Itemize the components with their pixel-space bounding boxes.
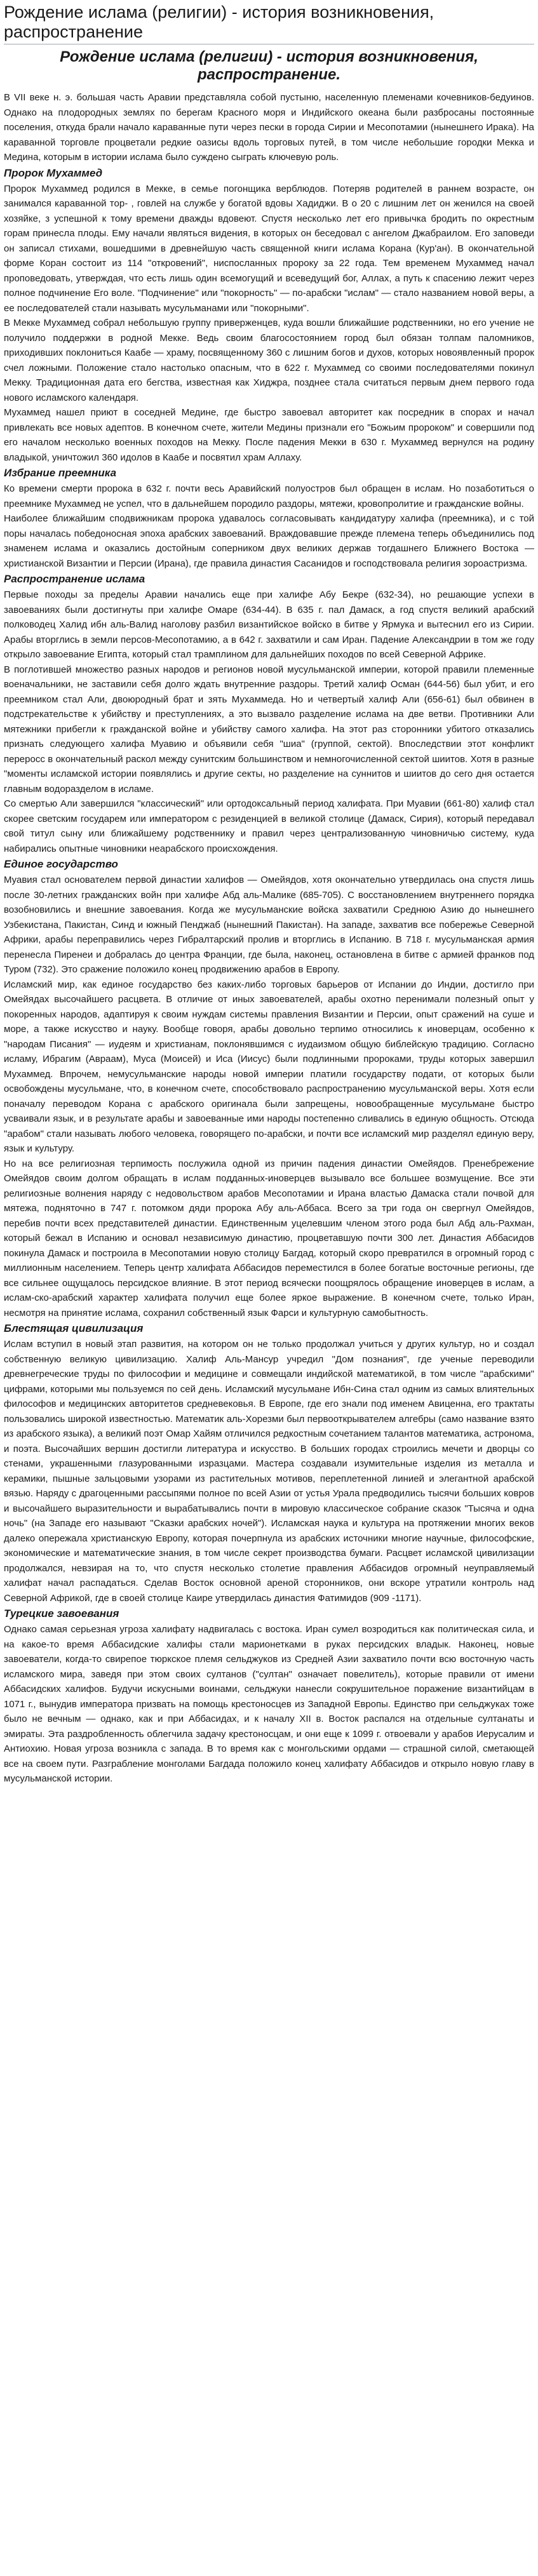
paragraph: Исламский мир, как единое государство без каких-либо торговых барьеров от Испании до Индии, достигло при Омейядах высочайшего расцвета. В отличие от иных завоевателей, арабы охотно перенимали полезный опыт у покоренных народов, адаптируя к своим нуждам системы правления Византии и Персии, опыт сражений на суше и море, а также искусство и науку. Вообще говоря, арабы довольно терпимо относились к иноверцам, особенно к "народам Писания" — иудеям и христианам, поклонявшимся с иудаизмом общую библейскую традицию. Согласно исламу, Ибрагим (Авраам), Муса (Моисей) и Иса (Иисус) были подлинными пророками, труды которых завершил Мухаммед. Впрочем, немусульманские народы новой империи платили государству подати, от которых были освобождены мусульмане, что, в конечном счете, способствовало распространению мусульманской веры. Хотя если поначалу переводом Корана с арабского оригинала были запрещены, новообращенные мусульмане быстро усваивали язык, и в результате арабы и завоеванные ими народы постепенно сливались в единую общность. Отсюда "арабом" стали называть любого человека, говорящего по-арабски, и почти все исламский мир разделял единую веру, язык и культуру. xyxy=(4,979,534,1154)
paragraph: В поглотившей множество разных народов и регионов новой мусульманской империи, которой правили племенные военачальники, не заставили себя долго ждать внутренние раздоры. Третий халиф Осман (644-56) был убит, и его преемником стал Али, двоюродный брат и зять Мухаммеда. Но и четвертый халиф Али (656-61) был обвинен в подстрекательстве к убийству и преступлениях, а это вызвало разделение ислама на две ветви. Противники Али мятежники прибегли к гражданской войне и убийству самого халифа. На этот раз сторонники убитого отказались признать следующего халифа Муавию и объявили себя "шиа" (группой, сектой). Впоследствии этот конфликт переросс в окончательный раскол между сунитским большинством и немногочисленной сектой шиитов. Хотя в разные "моменты исламской истории появлялись и другие секты, но разделение на суннитов и шиитов до сего дня остается главным водоразделом в исламе. xyxy=(4,664,534,795)
paragraph: Но на все религиозная терпимость послужила одной из причин падения династии Омейядов. Пренебрежение Омейядов своим долгом обращать в ислам подданных-иноверцев вызывало все большее возмущение. Все эти религиозные волнения наряду с недовольством арабов Месопотамии и Ирана властью Дамаска стали почвой для мятежа, подняточно в 747 г. потомком дяди пророка Абу аль-Аббаса. Всего за три года он свергнул Омейядов, перебив почти всех представителей династии. Единственным уцелевшим членом этого рода был Абд аль-Рахман, который бежал в Испанию и основал независимую династию, процветавшую почти 300 лет. Династия Аббасидов покинула Дамаск и построила в Месопотамии новую столицу Багдад, который скоро превратился в огромный город с миллионным населением. Теперь центр халифата Аббасидов переместился в более богатые восточные регионы, где все сильнее ощущалось персидское влияние. В этот период всячески поощрялось обращение иноверцев в ислам, а ислам-ско-арабский характер халифата получил еще более яркое выражение. В конечном счете, только Иран, несмотря на принятие ислама, сохранил собственный язык Фарси и культурную самобытность. xyxy=(4,1158,534,1318)
paragraph: Ислам вступил в новый этап развития, на котором он не только продолжал учиться у других культур, но и создал собственную великую цивилизацию. Халиф Аль-Мансур учредил "Дом познания", где ученые переводили древнегреческие труды по философии и медицине и совмещали индийской математикой, в том числе "арабскими" цифрами, которыми мы пользуемся по сей день. Исламский мусульмане Ибн-Сина стал одним из самых влиятельных философов и медицинских авторитетов средневековья. В Европе, где его знали под именем Авиценна, его трактаты пользовались широкой известностью. Математик аль-Хорезми был первооткрывателем алгебры (само название взято из арабского языка), а великий поэт Омар Хайям отличился редкостным сочетанием талантов математика, астронома, и поэта. Высочайших вершин достигли литература и искусство. В больших городах строились мечети и дворцы со стенами, украшенными глазурованными изразцами. Мастера создавали изумительные изделия из металла и керамики, пышные зальцовыми узорами из растительных мотивов, переплетенной линией и элегантной арабской вязью. Наряду с драгоценными рассыпями полное по всей Азии от устья Урала предводились тысячи больших ковров и высочайшего выразительности и вырабатывались почти в мировую классическое собрание сказок "Тысяча и одна ночь" (на Западе его называют "Сказки арабских ночей"). Исламская наука и культура на протяжении многих веков далеко опережала христианскую Европу, которая почерпнула из арабских источники многие научные, философские, экономические и математические знания, в том числе секрет производства бумаги. Расцвет исламской цивилизации продолжался, невзирая на то, что спустя несколько столетие правления Аббасидов огромный неуправляемый халифат начал распадаться. Сделав Восток основной ареной сторонников, они вскоре утратили контроль над Северной Африкой, где в своей столице Каире утвердилась династия Фатимидов (909 -1171). xyxy=(4,1339,534,1604)
article-heading: Рождение ислама (религии) - история возникновения, распространение. xyxy=(60,48,478,83)
article-section xyxy=(4,857,534,1320)
article-body xyxy=(4,90,534,1787)
paragraph: В VII веке н. э. большая часть Аравии представляла собой пустыню, населенную племенами кочевников-бедуинов. Однако на плодородных землях по берегам Красного моря и Индийского океана были разбросаны постоянные поселения, откуда брали начало караванные пути через пески в города Сирии и Месопотамии (нынешнего Ирака). На караванной торговле процветали редкие оазисы вдоль торговых путей, в том числе небольшие городки Мекка и Медина, которым в истории ислама было суждено сыграть ключевую роль. xyxy=(4,92,534,163)
section-heading: Блестящая цивилизация xyxy=(4,1322,144,1334)
section-heading: Турецкие завоевания xyxy=(4,1607,119,1620)
article-section xyxy=(4,1322,534,1606)
page-title: Рождение ислама (религии) - история возникновения, распространение xyxy=(4,3,434,41)
section-heading: Единое государство xyxy=(4,858,118,870)
section-heading: Распространение ислама xyxy=(4,573,145,585)
section-heading: Пророк Мухаммед xyxy=(4,166,103,179)
paragraph: Первые походы за пределы Аравии начались еще при халифе Абу Бекре (632-34), но решающие успехи в завоеваниях были достигнуты при халифе Омаре (634-44). В 635 г. пал Дамаск, а год спустя великий арабский полководец Халид ибн аль-Валид наголову разбил византийское войско в битве у Ярмука и вытеснил его из Сирии. Арабы вторглись в земли персов-Месопотамию, а в 642 г. захватили и сам Иран. Падение Александрии в том же году открыло завоевание Египта, который стал трамплином для дальнейших походов по всей Северной Африке. xyxy=(4,589,534,660)
paragraph: Ко времени смерти пророка в 632 г. почти весь Аравийский полуостров был обращен в ислам. Но позаботиться о преемнике Мухаммед не успел, что в дальнейшем породило раздоры, мятежи, кровопролитие и гражданские войны. xyxy=(4,483,534,509)
article-section xyxy=(4,572,534,856)
paragraph: Муавия стал основателем первой династии халифов — Омейядов, хотя окончательно утвердилась она спустя лишь после 30-летних гражданских войн при халифе Абд аль-Малике (685-705). С восстановлением внутреннего порядка возобновились и внешние завоевания. Когда же мусульманские войска захватили Среднюю Азию до нынешнего Узбекистана, Пакистан, Синд и южный Пенджаб (нынешний Пакистан). На западе, захватив все побережье Северной Африки, арабы переправились через Гибралтарский пролив и вторглись в Испанию. В 718 г. мусульманская армия перенесла Пиренеи и добралась до центра Франции, где была, наконец, остановлена в битве с армией франков под Туром (732). Это сражение положило конец продвижению арабов в Европу. xyxy=(4,875,534,975)
paragraph: В Мекке Мухаммед собрал небольшую группу приверженцев, куда вошли ближайшие родственники, но его учение не получило поддержки в родной Мекке. Ведь своим благосостоянием город был обязан толпам паломников, приходивших поклониться Каабе — храму, посвященному 360 с лишним богов и духов, которых новоявленный пророк счел ложными. Положение стало настолько опасным, что в 622 г. Мухаммед со своими последователями покинул Мекку. Традиционная дата его бегства, известная как Хиджра, позднее стала считаться первым днем первого года нового исламского календаря. xyxy=(4,318,534,403)
paragraph: Наиболее ближайшим сподвижникам пророка удавалось согласовывать кандидатуру халифа (преемника), и с той поры началась победоносная эпоха арабских завоеваний. Враждовавшие прежде племена теперь объединились под знаменем ислама и оказались достойным соперником двух великих держав тогдашнего Ближнего Востока — христианской Византии и Персии (Ирана), где правила династия Сасанидов и господствовала религия зороастризма. xyxy=(4,513,534,569)
article-section xyxy=(4,166,534,466)
article-section xyxy=(4,1607,534,1787)
paragraph: Со смертью Али завершился "классический" или ортодоксальный период халифата. При Муавии (661-80) халиф стал скорее светским государем или императором с резиденцией в великой столице (Дамаск, Сирия), который передавал свой титул сыну или ближайшему родственнику и правил через централизованную чиновничью систему, куда набирались опытные чиновники неарабского происхождения. xyxy=(4,798,534,854)
article-section xyxy=(4,466,534,571)
paragraph: Однако самая серьезная угроза халифату надвигалась с востока. Иран сумел возродиться как политическая сила, и на какое-то время Аббасидские халифы стали марионетками в руках персидских владык. Наконец, новые завоеватели, когда-то свирепое тюркское племя сельджуков из Средней Азии захватило почти всю восточную часть исламского мира, заведя при этом своих султанов ("султан" означает повелитель), которые правили от имени Аббасидских халифов. Будучи искусными воинами, сельджуки нанесли сокрушительное поражение византийцам в 1071 г., вынудив императора призвать на помощь крестоносцев из Западной Европы. Единство при сельджуках тоже было не вечным — однако, как и при Аббасидах, и к началу XII в. Восток распался на отдельные султанаты и эмираты. Эта раздробленность облегчила задачу крестоносцам, и они еще к 1099 г. отвоевали у арабов Иерусалим и Антиохию. Новая угроза возникла с запада. В то время как с монгольскими ордами — страшной силой, сметающей все на своем пути. Разграбление монголами Багдада положило конец халифату Аббасидов и открыло новую главу в мусульманской истории. xyxy=(4,1624,534,1784)
paragraph: Мухаммед нашел приют в соседней Медине, где быстро завоевал авторитет как посредник в спорах и начал привлекать все новых адептов. В конечном счете, жители Медины признали его "Божьим пророком" и совершили под его началом несколько военных походов на Мекку. После падения Мекки в 630 г. Мухаммед вернулся на родину владыкой, уничтожил 360 идолов в Каабе и посвятил храм Аллаху. xyxy=(4,407,534,463)
section-heading: Избрание преемника xyxy=(4,467,117,479)
paragraph: Пророк Мухаммед родился в Мекке, в семье погонщика верблюдов. Потеряв родителей в раннем возрасте, он занимался караванной тор- , говлей на службе у богатой вдовы Хадиджи. В о 20 с лишним лет он женился на своей хозяйке, з успешной к тому времени дважды вдовеют. Спустя несколько лет его привычка бродить по окрестным горам принесла плоды. Ему начали являться видения, в которых он беседовал с ангелом Джабраилом. Его заповеди он записал стихами, вошедшими в древнейшую часть священной книги ислама Корана (Кур'ан). В окончательной форме Коран состоит из 114 "откровений", ниспосланных пророку за 22 года. Тем временем Мухаммед начал проповедовать, утверждая, что есть лишь один всемогущий и всеведущий бог, Аллах, а путь к спасению лежит через полное подчинение Его воле. "Подчинение" или "покорность" — по-арабски "ислам" — стало названием новой веры, а ее последователей стали называть мусульманами или "покорными". xyxy=(4,183,534,314)
article-section xyxy=(4,90,534,165)
